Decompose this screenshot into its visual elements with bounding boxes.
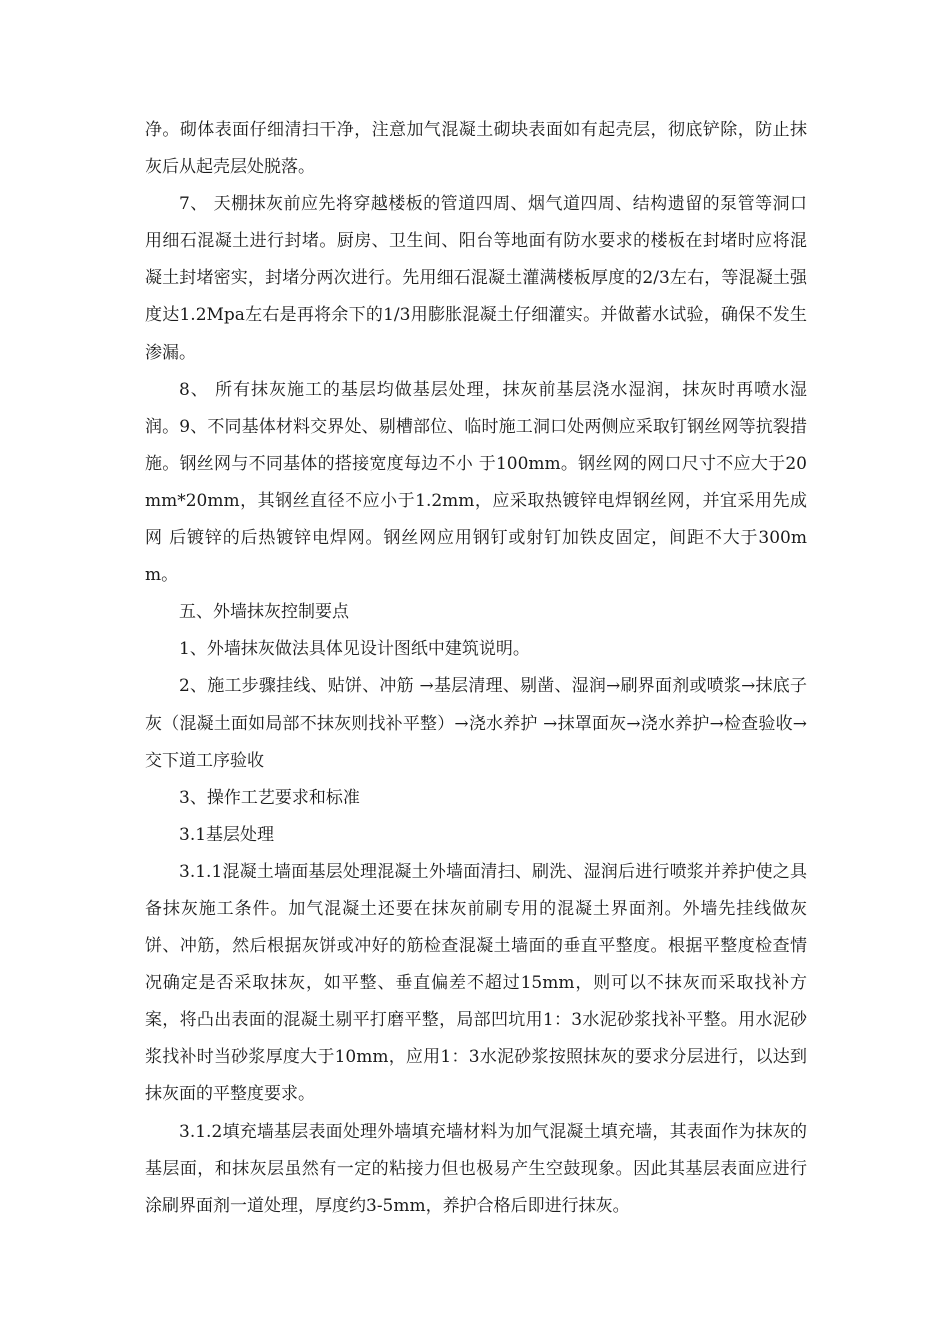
paragraph-item-8-9: 8、 所有抹灰施工的基层均做基层处理，抹灰前基层浇水湿润，抹灰时再喷水湿润。9、不同基体材料交界处、剔槽部位、临时施工洞口处两侧应采取钉钢丝网等抗裂措施。钢丝网与不同基体的搭接宽度每边不小 于100mm。钢丝网的网口尺寸不应大于20mm*20mm，其钢丝直径不应小于1.2mm，应采取热镀锌电焊钢丝网，并宜采用先成网 后镀锌的后热镀锌电焊网。钢丝网应用钢钉或射钉加铁皮固定，间距不大于300mm。 <box>145 379 807 586</box>
paragraph-item-7: 7、 天棚抹灰前应先将穿越楼板的管道四周、烟气道四周、结构遗留的泵管等洞口用细石混凝土进行封堵。厨房、卫生间、阳台等地面有防水要求的楼板在封堵时应将混凝土封堵密实，封堵分两次进行。先用细石混凝土灌满楼板厚度的2/3左右，等混凝土强度达1.2Mpa左右是再将余下的1/3用膨胀混凝土仔细灌实。并做蓄水试验，确保不发生渗漏。 <box>145 194 807 363</box>
document-body <box>145 112 807 1225</box>
paragraph-item-1: 1、外墙抹灰做法具体见设计图纸中建筑说明。 <box>179 639 530 660</box>
paragraph-continuation: 净。砌体表面仔细清扫干净，注意加气混凝土砌块表面如有起壳层，彻底铲除，防止抹灰后从起壳层处脱落。 <box>145 120 807 178</box>
section-heading-exterior-plaster: 五、外墙抹灰控制要点 <box>179 602 349 623</box>
paragraph-item-3: 3、操作工艺要求和标准 <box>179 787 360 808</box>
paragraph-item-2-steps: 2、施工步骤挂线、贴饼、冲筋 →基层清理、剔凿、湿润→刷界面剂或喷浆→抹底子灰（混凝土面如局部不抹灰则找补平整）→浇水养护 →抹罩面灰→浇水养护→检查验收→交下道工序验收 <box>145 676 807 771</box>
paragraph-3-1-1: 3.1.1混凝土墙面基层处理混凝土外墙面清扫、刷洗、湿润后进行喷浆并养护使之具备抹灰施工条件。加气混凝土还要在抹灰前刷专用的混凝土界面剂。外墙先挂线做灰饼、冲筋，然后根据灰饼或冲好的筋检查混凝土墙面的垂直平整度。根据平整度检查情况确定是否采取抹灰，如平整、垂直偏差不超过15mm，则可以不抹灰而采取找补方案，将凸出表面的混凝土剔平打磨平整，局部凹坑用1：3水泥砂浆找补平整。用水泥砂浆找补时当砂浆厚度大于10mm，应用1：3水泥砂浆按照抹灰的要求分层进行，以达到抹灰面的平整度要求。 <box>145 861 807 1105</box>
subheading-3-1: 3.1基层处理 <box>179 824 275 845</box>
paragraph-3-1-2: 3.1.2填充墙基层表面处理外墙填充墙材料为加气混凝土填充墙，其表面作为抹灰的基层面，和抹灰层虽然有一定的粘接力但也极易产生空鼓现象。因此其基层表面应进行涂刷界面剂一道处理，厚度约3-5mm，养护合格后即进行抹灰。 <box>145 1121 807 1216</box>
